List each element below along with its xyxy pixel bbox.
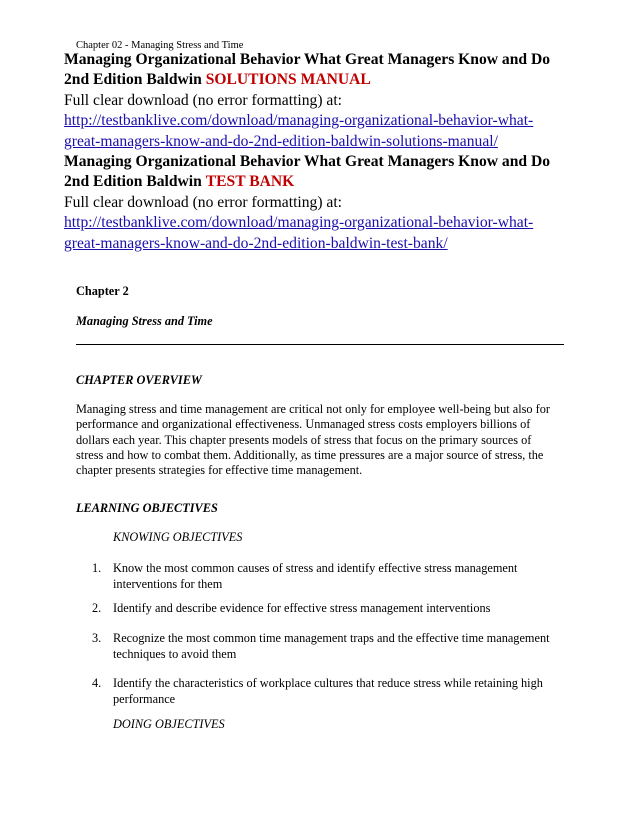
overview-line: chapter presents strategies for effective time management. [76, 463, 363, 478]
objective-number: 3. [92, 631, 102, 645]
objectives-heading: LEARNING OBJECTIVES [76, 501, 218, 515]
tb-title-line2-row [64, 172, 584, 192]
objective-text: Identify and describe evidence for effective stress management interventions [113, 601, 491, 615]
objective-number: 1. [92, 561, 102, 575]
overview-heading: CHAPTER OVERVIEW [76, 373, 202, 387]
tb-download-text: Full clear download (no error formatting) at: [64, 193, 342, 211]
objective-text: Know the most common causes of stress and identify effective stress management interventions for them [113, 561, 518, 591]
tb-title-line1: Managing Organizational Behavior What Great Managers Know and Do [64, 153, 551, 171]
overview-line: stress and how to combat them. Additionally, as time pressures are a major source of stress, the [76, 447, 544, 462]
objective-text: Identify the characteristics of workplace cultures that reduce stress while retaining high performance [113, 676, 543, 706]
sm-title-line2: 2nd Edition Baldwin [64, 71, 202, 89]
tb-link-line2[interactable]: great-managers-know-and-do-2nd-edition-baldwin-test-bank/ [64, 234, 448, 252]
sm-download-text: Full clear download (no error formatting) at: [64, 91, 342, 109]
objective-number: 2. [92, 601, 102, 615]
objective-number: 4. [92, 676, 102, 690]
tb-link-line1[interactable]: http://testbanklive.com/download/managing-organizational-behavior-what- [64, 214, 534, 232]
divider-rule [76, 344, 564, 345]
sm-link-line1[interactable]: http://testbanklive.com/download/managing-organizational-behavior-what- [64, 112, 534, 130]
sm-link-line2[interactable]: great-managers-know-and-do-2nd-edition-baldwin-solutions-manual/ [64, 132, 498, 150]
overview-line: dollars each year. This chapter presents models of stress that focus on the primary sources of [76, 432, 532, 447]
tb-title-line2: 2nd Edition Baldwin [64, 173, 202, 191]
chapter-title: Managing Stress and Time [76, 314, 213, 328]
tb-tag: TEST BANK [205, 173, 295, 191]
overview-line: performance and organizational effectiveness. Unmanaged stress costs employers billions of [76, 417, 531, 432]
doing-objectives-heading: DOING OBJECTIVES [113, 717, 225, 731]
chapter-number: Chapter 2 [76, 284, 129, 298]
objective-text: Recognize the most common time management traps and the effective time management techniques to avoid them [113, 631, 550, 661]
running-header: Chapter 02 - Managing Stress and Time [76, 40, 244, 51]
sm-title-line1: Managing Organizational Behavior What Great Managers Know and Do [64, 51, 551, 68]
knowing-objectives-heading: KNOWING OBJECTIVES [113, 530, 243, 544]
overview-paragraph [76, 402, 566, 478]
promo-block [64, 50, 584, 254]
overview-line: Managing stress and time management are critical not only for employee well-being but also for [76, 402, 550, 416]
sm-tag: SOLUTIONS MANUAL [205, 71, 371, 89]
sm-title-line2-row [64, 70, 584, 90]
